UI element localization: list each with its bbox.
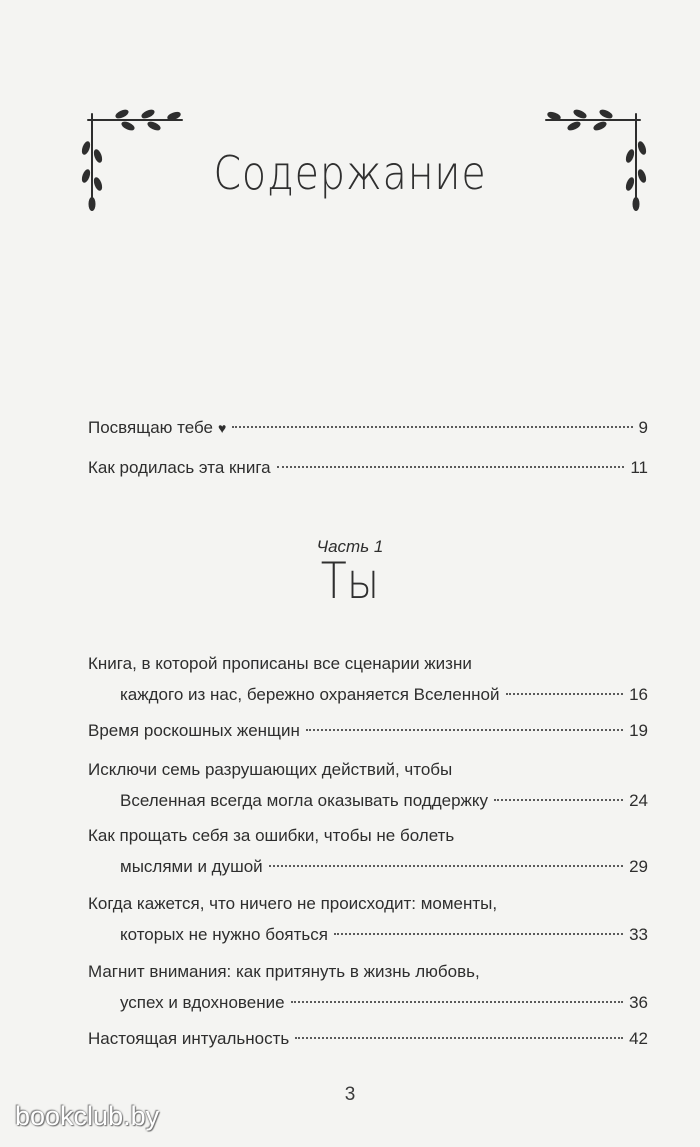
toc-entry[interactable] (88, 820, 648, 882)
dot-leader (494, 799, 623, 801)
toc-entry[interactable] (88, 412, 648, 443)
toc-page-number: 36 (629, 993, 648, 1012)
dot-leader (269, 865, 623, 867)
toc-entry-title: Исключи семь разрушающих действий, чтобы (88, 760, 453, 779)
toc-entry[interactable] (88, 754, 648, 816)
toc-entry-title: Книга, в которой прописаны все сценарии жизни (88, 654, 472, 673)
toc-entry[interactable] (88, 888, 648, 950)
toc-page-number: 16 (629, 685, 648, 704)
dot-leader (334, 933, 623, 935)
toc-page-number: 19 (629, 721, 648, 740)
toc-page-number: 33 (629, 925, 648, 944)
toc-page-number: 29 (629, 857, 648, 876)
page-number: 3 (344, 1084, 356, 1105)
toc-entry-title: Магнит внимания: как притянуть в жизнь любовь, (88, 962, 480, 981)
toc-entry[interactable] (88, 452, 648, 483)
toc-entry-title: Как родилась эта книга (88, 458, 271, 477)
heart-icon: ♥ (218, 420, 227, 436)
part-label: Часть 1 (316, 537, 384, 556)
dot-leader (506, 693, 624, 695)
toc-page-number: 9 (638, 418, 648, 437)
part-title: Ты (320, 552, 380, 610)
toc-entry[interactable] (88, 648, 648, 710)
toc-entry-title-continued: мыслями и душой (120, 857, 263, 876)
toc-entry-title-continued: успех и вдохновение (120, 993, 285, 1012)
toc-entry[interactable] (88, 715, 648, 746)
toc-page-number: 42 (629, 1029, 648, 1048)
toc-entry-title: Время роскошных женщин (88, 721, 300, 740)
toc-entry-title: Как прощать себя за ошибки, чтобы не болеть (88, 826, 455, 845)
toc-entry-title-continued: которых не нужно бояться (120, 925, 328, 944)
toc-entry-title-continued: Вселенная всегда могла оказывать поддержку (120, 791, 489, 810)
toc-entry-title-continued: каждого из нас, бережно охраняется Вселенной (120, 685, 500, 704)
dot-leader (291, 1001, 624, 1003)
toc-page-number: 11 (630, 458, 648, 477)
toc-entry[interactable] (88, 956, 648, 1018)
dot-leader (295, 1037, 623, 1039)
toc-entry-title: Когда кажется, что ничего не происходит: моменты, (88, 894, 498, 913)
watermark: bookclub.by (15, 1101, 160, 1131)
dot-leader (306, 729, 623, 731)
dot-leader (232, 426, 632, 428)
dot-leader (277, 466, 625, 468)
toc-entry-title: Настоящая интуальность (88, 1029, 290, 1048)
toc-entry[interactable] (88, 1023, 648, 1054)
page-title: Содержание (213, 146, 487, 200)
toc-page-number: 24 (629, 791, 648, 810)
toc-entry-title: Посвящаю тебе (88, 418, 213, 437)
